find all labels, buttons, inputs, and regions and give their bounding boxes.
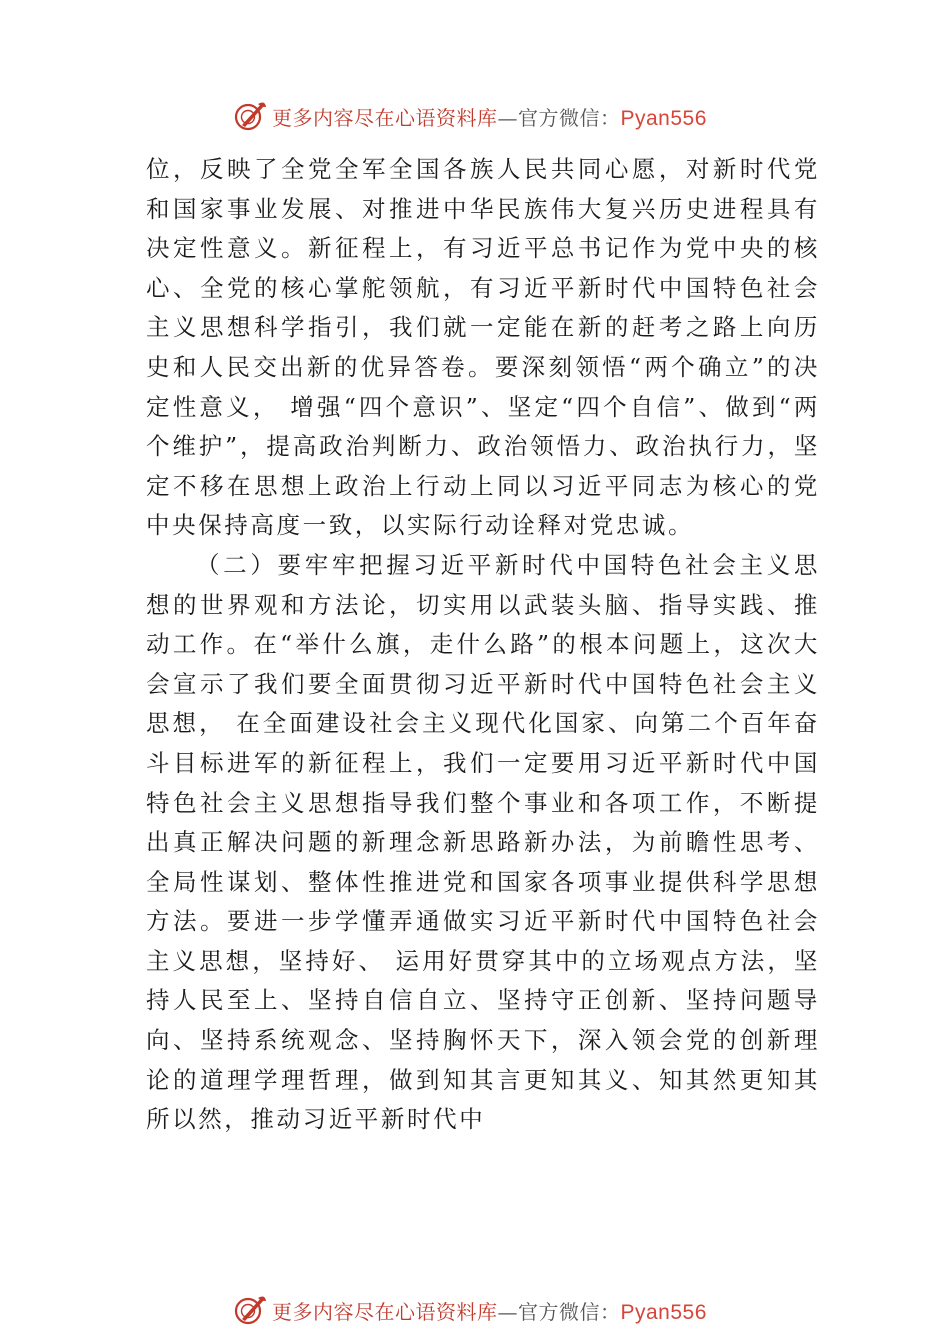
quill-logo-icon — [232, 1292, 268, 1328]
paragraph-1: 位，反映了全党全军全国各族人民共同心愿，对新时代党和国家事业发展、对推进中华民族伟大复兴历史进程具有决定性意义。新征程上，有习近平总书记作为党中央的核心、全党的核心掌舵领航，有习近平新时代中国特色社会主义思想科学指引，我们就一定能在新的赶考之路上向历史和人民交出新的优异答卷。要深刻领悟“两个确立”的决定性意义， 增强“四个意识”、坚定“四个自信”、做到“两个维护”，提高政治判断力、政治领悟力、政治执行力，坚定不移在思想上政治上行动上同以习近平同志为核心的党中央保持高度一致，以实际行动诠释对党忠诚。 — [146, 155, 820, 540]
footer-watermark — [232, 1290, 707, 1330]
paragraph-2: （二）要牢牢把握习近平新时代中国特色社会主义思想的世界观和方法论，切实用以武装头脑、指导实践、推动工作。在“举什么旗，走什么路”的根本问题上，这次大会宣示了我们要全面贯彻习近平新时代中国特色社会主义思想， 在全面建设社会主义现代化国家、向第二个百年奋斗目标进军的新征程上，我们一定要用习近平新时代中国特色社会主义思想指导我们整个事业和各项工作，不断提出真正解决问题的新理念新思路新办法，为前瞻性思考、全局性谋划、整体性推进党和国家各项事业提供科学思想方法。要进一步学懂弄通做实习近平新时代中国特色社会主义思想，坚持好、 运用好贯穿其中的立场观点方法，坚持人民至上、坚持自信自立、坚持守正创新、坚持问题导向、坚持系统观念、坚持胸怀天下，深入领会党的创新理论的道理学理哲理，做到知其言更知其义、知其然更知其所以然，推动习近平新时代中 — [146, 550, 820, 1134]
watermark-label: 官方微信： — [518, 1299, 621, 1324]
watermark-main: 更多内容尽在心语资料库 — [272, 1299, 498, 1324]
watermark-text — [272, 102, 707, 131]
watermark-text — [272, 1296, 707, 1325]
document-body — [146, 150, 820, 1140]
watermark-dash: — — [497, 1299, 518, 1324]
watermark-id: Pyan556 — [620, 1300, 707, 1324]
watermark-main: 更多内容尽在心语资料库 — [272, 105, 498, 130]
header-watermark — [232, 96, 707, 136]
quill-logo-icon — [232, 98, 268, 134]
watermark-id: Pyan556 — [620, 106, 707, 130]
watermark-label: 官方微信： — [518, 105, 621, 130]
watermark-dash: — — [497, 105, 518, 130]
